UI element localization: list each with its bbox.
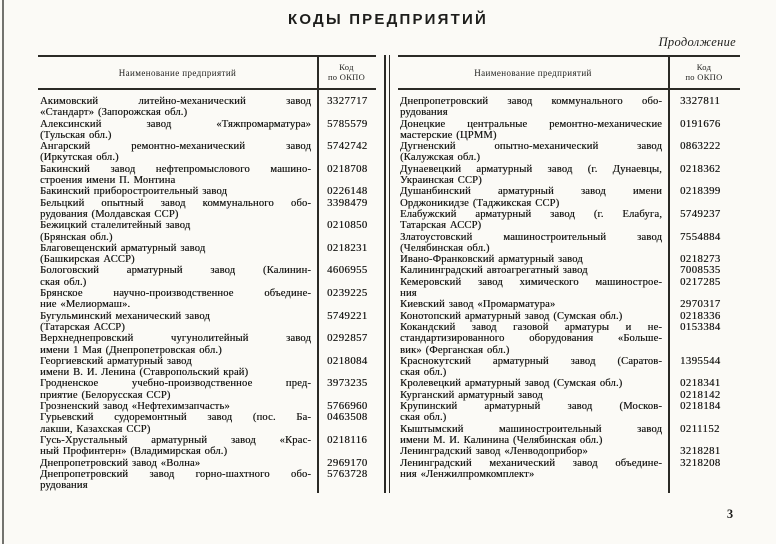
column-header-okpo-code: Код по ОКПО xyxy=(685,62,723,82)
okpo-code: 3327717 xyxy=(327,95,368,107)
enterprise-name: Ленинградский завод «Ленводоприбор» xyxy=(400,446,588,458)
enterprise-name: Дугненский опытно-механический завод (Калужская обл.) xyxy=(400,141,662,164)
enterprise-name: Донецкие центральные ремонтно-механические мастерские (ЦРММ) xyxy=(400,118,662,141)
okpo-code: 3398479 xyxy=(327,196,368,209)
enterprise-name: Днепропетровский завод «Волна» xyxy=(40,457,201,469)
table-row xyxy=(38,198,376,221)
okpo-code: 0218084 xyxy=(327,354,368,367)
enterprise-name: Днепропетровский завод коммунального обо- рудования xyxy=(400,96,662,119)
table-row xyxy=(38,96,376,119)
enterprise-name: Ангарский ремонтно-механический завод (Иркутская обл.) xyxy=(40,141,311,164)
table-row xyxy=(38,458,376,469)
table-row xyxy=(38,265,376,288)
table-row xyxy=(398,356,740,379)
table-row xyxy=(398,401,740,424)
enterprise-name: Бакинский приборостроительный завод xyxy=(40,186,228,198)
okpo-code: 0226148 xyxy=(327,185,368,198)
enterprise-name: Бельцкий опытный завод коммунального обо- рудования (Молдавская ССР) xyxy=(40,197,311,220)
table-row xyxy=(38,356,376,379)
column-header-name: Наименование предприятий xyxy=(118,67,237,78)
okpo-code: 0218708 xyxy=(327,162,368,175)
table-row xyxy=(398,119,740,142)
table-body-right xyxy=(398,96,740,480)
enterprise-name: Георгиевский арматурный завод имени В. И. Ленина (Ставропольский край) xyxy=(40,355,249,379)
enterprise-name: Бугульминский механический завод (Татарская АССР) xyxy=(40,310,210,333)
table-row xyxy=(398,186,740,209)
table-row xyxy=(398,424,740,447)
okpo-code: 5742742 xyxy=(327,140,368,153)
enterprise-name: Калининградский автоагрегатный завод xyxy=(400,265,588,277)
okpo-code: 0210850 xyxy=(327,219,368,232)
okpo-code: 5749221 xyxy=(327,309,368,322)
okpo-code: 0218116 xyxy=(327,433,368,446)
okpo-code: 3218281 xyxy=(680,445,721,458)
table-row xyxy=(38,119,376,142)
enterprise-name: Дунаевецкий арматурный завод (г. Дунаевцы, Украинская ССР) xyxy=(400,163,662,187)
enterprise-table-left xyxy=(38,55,376,493)
okpo-code: 5766960 xyxy=(327,400,368,413)
enterprise-name: Алексинский завод «Тяжпромарматура» (Тульская обл.) xyxy=(40,118,311,141)
table-header-row xyxy=(38,57,376,88)
enterprise-name: Бологовский арматурный завод (Калинин- ская обл.) xyxy=(40,265,311,288)
table-row xyxy=(38,243,376,266)
center-divider-rule xyxy=(389,55,391,493)
table-row xyxy=(38,469,376,492)
enterprise-name: Крупинский арматурный завод (Москов- ская обл.) xyxy=(400,401,662,424)
enterprise-name: Гурьевский судоремонтный завод (пос. Ба- лакши, Казахская ССР) xyxy=(40,412,311,435)
page-title: КОДЫ ПРЕДПРИЯТИЙ xyxy=(288,11,488,28)
okpo-code: 0217285 xyxy=(680,275,721,288)
enterprise-name: Брянское научно-производственное объедине- ние «Мелиормаш». xyxy=(40,288,311,311)
okpo-code: 0463508 xyxy=(327,411,368,424)
enterprise-name: Бежицкий сталелитейный завод (Брянская обл.) xyxy=(40,220,191,243)
okpo-code: 7554884 xyxy=(680,230,721,243)
okpo-code: 0218184 xyxy=(680,400,721,413)
column-header-name: Наименование предприятий xyxy=(474,67,592,78)
header-bottom-rule xyxy=(38,88,376,90)
okpo-code: 0292857 xyxy=(327,332,368,345)
table-row xyxy=(398,458,740,481)
header-bottom-rule xyxy=(398,88,740,90)
enterprise-table-right xyxy=(398,55,740,493)
okpo-code: 4606955 xyxy=(327,264,368,277)
enterprise-name: Гродненское учебно-производственное пред- приятие (Белорусская ССР) xyxy=(40,378,311,401)
table-row xyxy=(38,333,376,356)
table-row xyxy=(38,186,376,197)
enterprise-name: Душанбинский арматурный завод имени Орджоникидзе (Таджикская ССР) xyxy=(400,186,662,209)
page-number: 3 xyxy=(726,507,734,521)
table-row xyxy=(38,164,376,187)
enterprise-name: Верхнеднепровский чугунолитейный завод имени 1 Мая (Днепропетровская обл.) xyxy=(40,333,311,356)
enterprise-name: Бакинский завод нефтепромыслового машино- строения имени П. Монтина xyxy=(40,163,311,187)
table-row xyxy=(38,378,376,401)
table-row xyxy=(38,311,376,334)
table-row xyxy=(38,401,376,412)
table-row xyxy=(398,299,740,310)
okpo-code: 7008535 xyxy=(680,264,721,277)
enterprise-name: Конотопский арматурный завод (Сумская обл.) xyxy=(400,310,623,322)
column-header-okpo-code: Код по ОКПО xyxy=(327,62,366,82)
okpo-code: 1395544 xyxy=(680,354,721,367)
enterprise-name: Кыштымский машиностроительный завод имени М. И. Калинина (Челябинская обл.) xyxy=(400,423,662,446)
enterprise-name: Гусь-Хрустальный арматурный завод «Крас- ный Профинтерн» (Владимирская обл.) xyxy=(40,434,311,458)
enterprise-name: Кокандский завод газовой арматуры и не- стандартизированного оборудования «Больше- вик» (Ферганская обл.) xyxy=(400,321,662,356)
table-row xyxy=(398,277,740,300)
enterprise-name: Грозненский завод «Нефтехимзапчасть» xyxy=(40,401,230,413)
okpo-code: 5785579 xyxy=(327,117,368,130)
table-row xyxy=(38,435,376,458)
okpo-code: 5763728 xyxy=(327,467,368,480)
enterprise-name: Курганский арматурный завод xyxy=(400,389,543,401)
continuation-label: Продолжение xyxy=(658,35,736,49)
table-row xyxy=(398,232,740,255)
enterprise-name: Акимовский литейно-механический завод «Стандарт» (Запорожская обл.) xyxy=(40,96,311,119)
table-row xyxy=(398,164,740,187)
enterprise-name: Благовещенский арматурный завод (Башкирская АССР) xyxy=(40,242,206,266)
enterprise-name: Кролевецкий арматурный завод (Сумская обл.) xyxy=(400,378,623,390)
table-row xyxy=(38,141,376,164)
table-row xyxy=(398,322,740,356)
table-row xyxy=(398,141,740,164)
okpo-code: 0218142 xyxy=(680,388,721,401)
okpo-code: 0218336 xyxy=(680,309,721,322)
okpo-code: 3218208 xyxy=(680,456,721,469)
okpo-code: 3327811 xyxy=(680,95,721,107)
okpo-code: 0211152 xyxy=(680,422,720,435)
okpo-code: 0153384 xyxy=(680,320,721,333)
table-row xyxy=(398,446,740,457)
okpo-code: 2970317 xyxy=(680,298,721,311)
table-row xyxy=(398,209,740,232)
scan-edge-artifact xyxy=(2,0,4,544)
table-row xyxy=(398,96,740,119)
okpo-code: 0239225 xyxy=(327,287,368,300)
okpo-code: 0863222 xyxy=(680,140,721,153)
table-header-row xyxy=(398,57,740,88)
enterprise-name: Ивано-Франковский арматурный завод xyxy=(400,254,583,266)
enterprise-name: Елабужский арматурный завод (г. Елабуга, Татарская АССР) xyxy=(400,208,662,232)
okpo-code: 0218341 xyxy=(680,377,721,390)
center-divider-rule xyxy=(384,55,386,493)
okpo-code: 0218231 xyxy=(327,241,368,254)
okpo-code: 0218273 xyxy=(680,253,721,266)
okpo-code: 5749237 xyxy=(680,207,721,220)
enterprise-name: Златоустовский машиностроительный завод (Челябинская обл.) xyxy=(400,231,662,254)
table-row xyxy=(38,220,376,243)
table-row xyxy=(38,412,376,435)
okpo-code: 0218362 xyxy=(680,162,721,175)
enterprise-name: Краснокутский арматурный завод (Саратов- ская обл.) xyxy=(400,355,662,379)
enterprise-name: Ленинградский механический завод объедине- ния «Ленжилпромкомплект» xyxy=(400,457,662,480)
enterprise-name: Днепропетровский завод горно-шахтного обо- рудования xyxy=(40,468,311,492)
okpo-code: 2969170 xyxy=(327,456,368,469)
enterprise-name: Кемеровский завод химического машинострое- ния xyxy=(400,276,662,300)
okpo-code: 0218399 xyxy=(680,185,721,198)
table-row xyxy=(38,288,376,311)
table-body-left xyxy=(38,96,376,491)
okpo-code: 0191676 xyxy=(680,117,721,130)
okpo-code: 3973235 xyxy=(327,377,368,390)
enterprise-name: Киевский завод «Промарматура» xyxy=(400,299,556,311)
